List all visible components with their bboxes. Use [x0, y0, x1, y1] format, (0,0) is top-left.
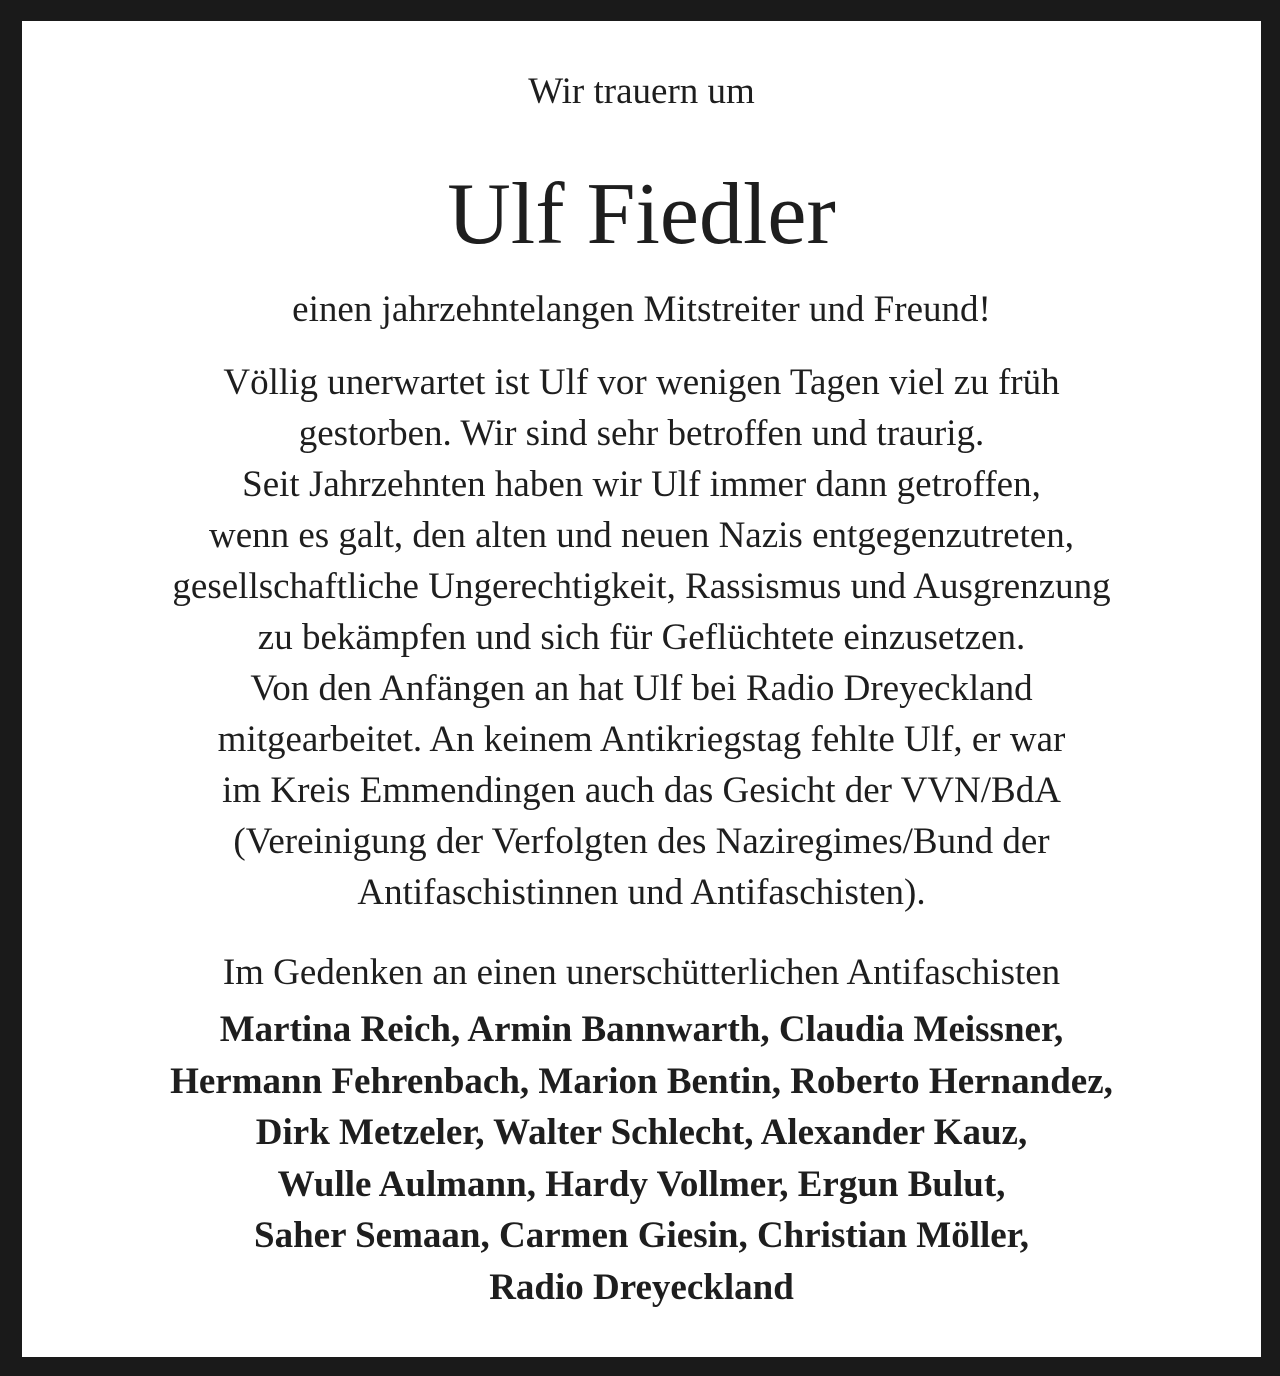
body-line: mitgearbeitet. An keinem Antikriegstag fehlte Ulf, er war: [217, 719, 1066, 760]
body-line: (Vereinigung der Verfolgten des Naziregimes/Bund der: [233, 821, 1050, 862]
signatory-line: Radio Dreyeckland: [489, 1266, 794, 1308]
intro-text: Wir trauern um: [528, 71, 755, 112]
signatory-line: Hermann Fehrenbach, Marion Bentin, Roberto Hernandez,: [170, 1060, 1113, 1102]
signatory-line: Martina Reich, Armin Bannwarth, Claudia Meissner,: [219, 1009, 1064, 1050]
body-line: Seit Jahrzehnten haben wir Ulf immer dann getroffen,: [242, 464, 1041, 505]
body-line: gesellschaftliche Ungerechtigkeit, Rassismus und Ausgrenzung: [172, 566, 1111, 607]
body-line: Antifaschistinnen und Antifaschisten).: [357, 872, 926, 913]
body-line: gestorben. Wir sind sehr betroffen und traurig.: [298, 413, 985, 454]
body-line: im Kreis Emmendingen auch das Gesicht der VVN/BdA: [222, 770, 1061, 811]
body-line: zu bekämpfen und sich für Geflüchtete einzusetzen.: [257, 617, 1026, 658]
body-line: Von den Anfängen an hat Ulf bei Radio Dreyeckland: [250, 668, 1033, 709]
signatory-line: Wulle Aulmann, Hardy Vollmer, Ergun Bulut,: [277, 1163, 1006, 1205]
deceased-name: Ulf Fiedler: [447, 166, 836, 263]
body-line: wenn es galt, den alten und neuen Nazis entgegenzutreten,: [208, 515, 1075, 556]
body-line: Völlig unerwartet ist Ulf vor wenigen Tagen viel zu früh: [223, 362, 1060, 403]
subtitle: einen jahrzehntelangen Mitstreiter und Freund!: [292, 289, 991, 330]
signatory-line: Dirk Metzeler, Walter Schlecht, Alexander Kauz,: [255, 1112, 1028, 1153]
memorial-line: Im Gedenken an einen unerschütterlichen Antifaschisten: [222, 952, 1061, 993]
signatory-line: Saher Semaan, Carmen Giesin, Christian Möller,: [254, 1215, 1029, 1256]
